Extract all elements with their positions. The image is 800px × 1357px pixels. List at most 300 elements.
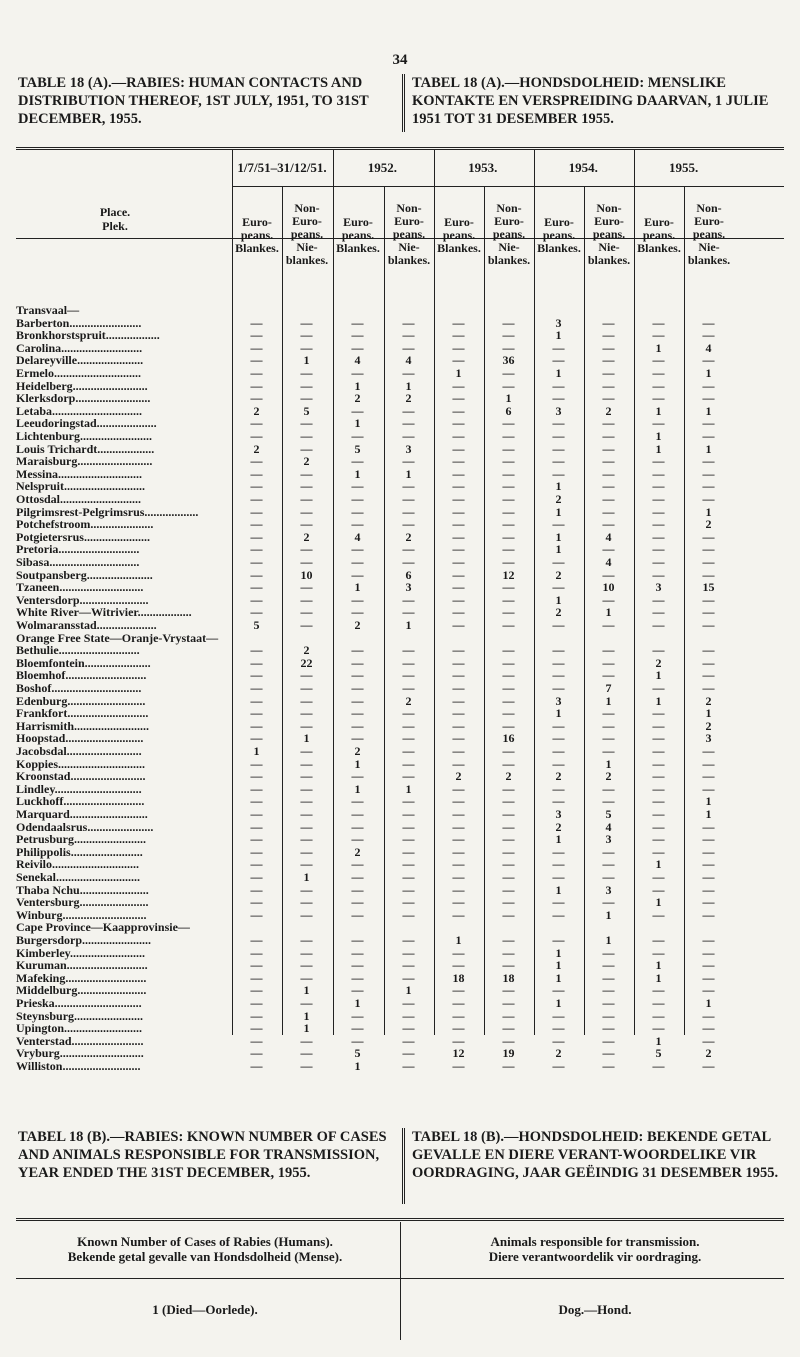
data-cell: 3 (555, 315, 562, 330)
data-cell: — (452, 328, 465, 343)
data-cell: — (602, 466, 615, 481)
data-cell: — (602, 340, 615, 355)
data-cell: — (250, 504, 263, 519)
data-cell: — (250, 315, 263, 330)
noneuro-header (684, 202, 734, 267)
data-cell: 4 (354, 529, 361, 544)
data-cell: — (300, 479, 313, 494)
place-name: Ottosdal........................... (16, 493, 142, 506)
data-cell: — (552, 744, 565, 758)
data-cell: — (602, 366, 615, 380)
data-cell: — (250, 731, 263, 746)
euro-header (232, 216, 282, 255)
data-cell: 10 (300, 567, 313, 582)
data-cell: — (452, 504, 465, 519)
province-heading: Transvaal— (16, 303, 80, 317)
place-name: Leeudoringstad.................... (16, 417, 157, 431)
data-cell: — (351, 605, 364, 620)
data-cell: 1 (303, 353, 310, 368)
data-cell: — (602, 895, 615, 910)
data-cell: — (452, 1059, 465, 1073)
data-cell: — (250, 542, 263, 557)
subheader-word: Euro- (644, 215, 674, 229)
data-cell: — (602, 718, 615, 733)
data-cell: 3 (605, 882, 612, 897)
data-cell: 12 (502, 567, 515, 582)
data-cell: — (351, 1008, 364, 1023)
place-name: Delareyville...................... (16, 354, 144, 368)
data-cell: — (300, 895, 313, 910)
data-cell: — (702, 970, 715, 985)
table-b-heading-english: TABEL 18 (B).—RABIES: KNOWN NUMBER OF CASES AND ANIMALS RESPONSIBLE FOR TRANSMISSION, YEAR ENDED THE 31ST DECEMBER, 1955. (18, 1129, 387, 1181)
data-cell: — (502, 1059, 515, 1073)
data-cell: — (652, 567, 665, 582)
data-cell: — (652, 731, 665, 746)
col2-head-af: Diere verantwoordelik vir oordraging. (488, 1249, 702, 1264)
data-cell: 2 (354, 391, 361, 406)
data-cell: — (250, 857, 263, 872)
data-cell: 1 (655, 895, 662, 910)
data-cell: — (402, 870, 415, 884)
data-cell: — (702, 832, 715, 847)
data-cell: 1 (605, 756, 612, 771)
place-name: Lindley............................. (16, 782, 142, 796)
data-cell: 4 (405, 353, 412, 368)
data-cell: 3 (405, 580, 412, 595)
data-cell: 1 (405, 618, 412, 632)
data-cell: 1 (555, 882, 562, 897)
data-cell: — (250, 819, 263, 834)
data-cell: — (702, 983, 715, 998)
data-cell: — (402, 970, 415, 985)
data-cell: — (452, 706, 465, 721)
col2-head-en: Animals responsible for transmission. (490, 1234, 700, 1249)
table-a-period-rule (232, 186, 784, 187)
data-cell: — (452, 882, 465, 897)
data-cell: — (250, 366, 263, 380)
data-cell: 2 (505, 769, 512, 784)
data-cell: — (502, 882, 515, 897)
data-cell: 1 (655, 1033, 662, 1048)
data-cell: — (402, 328, 415, 343)
data-cell: — (552, 983, 565, 998)
data-cell: — (351, 870, 364, 884)
data-cell: — (300, 315, 313, 330)
data-cell: — (502, 416, 515, 431)
data-cell: 1 (405, 781, 412, 796)
data-cell: — (351, 643, 364, 658)
data-cell: — (452, 618, 465, 632)
data-cell: — (702, 592, 715, 607)
data-cell: — (351, 832, 364, 847)
place-name: Lichtenburg........................ (16, 430, 153, 443)
data-cell: — (402, 945, 415, 960)
subheader-word: peans. (290, 227, 324, 241)
data-cell: — (300, 340, 313, 355)
data-cell: — (602, 353, 615, 368)
data-cell: — (502, 580, 515, 595)
data-cell: — (652, 996, 665, 1010)
data-cell: 1 (354, 378, 361, 393)
place-name: Venterstad........................ (16, 1034, 144, 1048)
table-b-col1-head (30, 1234, 380, 1264)
place-name: Jacobsdal......................... (16, 745, 142, 758)
data-cell: — (250, 1008, 263, 1023)
data-cell: — (502, 693, 515, 708)
data-cell: — (351, 681, 364, 695)
place-header-af: Plek. (102, 219, 128, 233)
province-heading: Orange Free State—Oranje-Vrystaat— (16, 630, 219, 645)
data-cell: — (452, 353, 465, 368)
data-cell: — (652, 454, 665, 469)
data-cell: — (602, 504, 615, 519)
data-cell: — (652, 466, 665, 481)
place-name: Petrusburg........................ (16, 833, 146, 847)
data-cell: — (452, 403, 465, 418)
data-cell: — (351, 1033, 364, 1048)
data-cell: — (250, 580, 263, 595)
data-cell: — (351, 769, 364, 784)
data-cell: — (351, 454, 364, 469)
data-cell: — (602, 315, 615, 330)
data-cell: — (402, 996, 415, 1010)
data-cell: 1 (655, 958, 662, 973)
data-cell: — (652, 756, 665, 771)
data-cell: — (602, 1059, 615, 1073)
data-cell: — (300, 542, 313, 557)
data-cell: — (652, 529, 665, 544)
data-cell: — (552, 429, 565, 443)
data-cell: 3 (555, 807, 562, 821)
euro-header (634, 216, 684, 255)
data-cell: — (552, 517, 565, 532)
data-cell: — (702, 769, 715, 784)
data-cell: — (300, 706, 313, 721)
data-cell: — (452, 844, 465, 859)
data-cell: — (402, 340, 415, 355)
data-cell: — (351, 945, 364, 960)
data-cell: — (452, 832, 465, 847)
data-cell: — (552, 781, 565, 796)
data-cell: 1 (705, 366, 712, 380)
place-name: Wolmaransstad.................... (16, 619, 157, 632)
data-cell: — (452, 605, 465, 620)
data-cell: 2 (405, 391, 412, 406)
data-cell: 1 (605, 933, 612, 947)
data-cell: — (300, 819, 313, 834)
data-cell: 2 (253, 441, 260, 456)
data-cell: 1 (605, 907, 612, 922)
data-cell: — (502, 504, 515, 519)
data-cell: — (351, 807, 364, 821)
data-cell: 2 (555, 1046, 562, 1061)
data-cell: — (702, 466, 715, 481)
data-cell: — (502, 706, 515, 721)
subheader-word: Non- (396, 201, 422, 215)
subheader-word: Nie- (398, 240, 420, 254)
data-cell: — (702, 958, 715, 973)
subheader-word: Euro- (343, 215, 373, 229)
subheader-word: peans. (542, 228, 576, 242)
place-name: Potgietersrus...................... (16, 530, 150, 544)
data-cell: — (552, 353, 565, 368)
data-cell: — (602, 983, 615, 998)
data-cell: — (502, 315, 515, 330)
data-cell: — (552, 391, 565, 406)
data-cell: 2 (354, 744, 361, 758)
data-cell: 2 (555, 605, 562, 620)
data-cell: — (402, 832, 415, 847)
data-cell: — (502, 958, 515, 973)
data-cell: — (452, 1008, 465, 1023)
data-cell: — (602, 945, 615, 960)
table-b-mid-rule (16, 1278, 784, 1279)
place-name: Senekal............................ (16, 871, 141, 884)
data-cell: — (602, 870, 615, 884)
data-cell: 1 (655, 693, 662, 708)
data-cell: 16 (502, 731, 515, 746)
data-cell: — (300, 466, 313, 481)
data-cell: — (300, 958, 313, 973)
data-cell: 1 (705, 504, 712, 519)
data-cell: — (502, 844, 515, 859)
data-cell: — (652, 744, 665, 758)
place-name: Boshof.............................. (16, 682, 142, 695)
period-header: 1952. (367, 160, 398, 175)
subheader-word: peans. (341, 228, 375, 242)
data-cell: 2 (655, 655, 662, 670)
data-cell: — (351, 819, 364, 834)
table-b-col2-head (420, 1234, 770, 1264)
data-cell: — (652, 492, 665, 506)
data-cell: — (452, 756, 465, 771)
data-cell: — (402, 655, 415, 670)
place-name: Bethulie........................... (16, 644, 140, 658)
place-name: Kimberley......................... (16, 946, 145, 960)
data-cell: 18 (502, 970, 515, 985)
data-cell: — (502, 605, 515, 620)
data-cell: — (300, 970, 313, 985)
data-cell: — (552, 618, 565, 632)
period-header: 1/7/51–31/12/51. (237, 160, 327, 175)
noneuro-header (384, 202, 434, 267)
place-name: Bloemfontein...................... (16, 656, 151, 670)
data-cell: — (351, 1021, 364, 1036)
data-cell: — (702, 681, 715, 695)
data-cell: — (351, 542, 364, 557)
data-cell: 1 (555, 945, 562, 960)
province-heading: Cape Province—Kaapprovinsie— (16, 920, 190, 935)
subheader-word: peans. (692, 227, 726, 241)
data-cell: — (250, 529, 263, 544)
data-cell: — (300, 907, 313, 922)
data-cell: — (602, 1046, 615, 1061)
data-cell: — (702, 756, 715, 771)
data-cell: — (300, 693, 313, 708)
place-name: Heidelberg......................... (16, 379, 148, 393)
data-cell: 1 (555, 996, 562, 1010)
data-cell: — (702, 492, 715, 506)
place-name: Edenburg.......................... (16, 694, 146, 708)
data-cell: 1 (655, 403, 662, 418)
data-cell: — (602, 492, 615, 506)
data-cell: — (602, 567, 615, 582)
place-name: Carolina........................... (16, 341, 143, 355)
data-cell: — (502, 895, 515, 910)
data-cell: — (602, 454, 615, 469)
data-cell: 4 (354, 353, 361, 368)
data-cell: — (502, 429, 515, 443)
place-name: Luckhoff........................... (16, 795, 145, 809)
data-cell: 1 (705, 441, 712, 456)
place-name: Philippolis........................ (16, 845, 143, 859)
place-name: Messina............................ (16, 467, 142, 481)
data-cell: — (652, 378, 665, 393)
data-cell: 1 (555, 542, 562, 557)
place-name: Bronkhorstspruit.................. (16, 329, 160, 343)
data-cell: 1 (655, 340, 662, 355)
data-cell: — (351, 555, 364, 569)
data-cell: — (402, 416, 415, 431)
data-cell: — (602, 391, 615, 406)
data-cell: — (300, 756, 313, 771)
data-cell: — (602, 731, 615, 746)
data-cell: 2 (705, 517, 712, 532)
data-cell: — (300, 794, 313, 809)
data-cell: — (552, 756, 565, 771)
data-cell: — (250, 517, 263, 532)
data-cell: — (502, 466, 515, 481)
data-cell: — (452, 592, 465, 607)
data-cell: — (402, 681, 415, 695)
data-cell: 2 (303, 454, 310, 469)
data-cell: — (402, 1046, 415, 1061)
data-cell: — (300, 416, 313, 431)
data-cell: — (402, 403, 415, 418)
noneuro-header (282, 202, 332, 267)
data-cell: — (402, 731, 415, 746)
data-cell: 2 (555, 567, 562, 582)
place-name: Winburg............................ (16, 908, 147, 922)
data-cell: — (652, 819, 665, 834)
data-cell: — (351, 403, 364, 418)
data-cell: — (250, 429, 263, 443)
data-cell: — (300, 681, 313, 695)
data-cell: — (652, 1059, 665, 1073)
data-cell: 1 (405, 466, 412, 481)
data-cell: — (552, 681, 565, 695)
data-cell: — (652, 555, 665, 569)
data-cell: 1 (405, 378, 412, 393)
data-cell: — (602, 517, 615, 532)
euro-header (333, 216, 383, 255)
data-cell: — (452, 870, 465, 884)
subheader-word: Euro- (494, 214, 524, 228)
data-cell: — (452, 1033, 465, 1048)
place-name: Harrismith......................... (16, 719, 149, 733)
data-cell: 2 (354, 844, 361, 859)
data-cell: — (652, 945, 665, 960)
data-cell: — (402, 895, 415, 910)
data-cell: — (351, 882, 364, 897)
data-cell: — (602, 416, 615, 431)
data-cell: — (250, 1059, 263, 1073)
data-cell: — (452, 315, 465, 330)
data-cell: — (552, 340, 565, 355)
data-cell: — (351, 504, 364, 519)
data-cell: — (250, 807, 263, 821)
data-cell: — (402, 857, 415, 872)
data-cell: — (702, 454, 715, 469)
data-cell: — (250, 769, 263, 784)
data-cell: — (250, 693, 263, 708)
data-cell: 4 (705, 340, 712, 355)
subheader-word: Euro- (292, 214, 322, 228)
data-cell: — (402, 706, 415, 721)
subheader-word: Blankes. (537, 241, 581, 255)
data-cell: — (351, 718, 364, 733)
data-cell: — (250, 466, 263, 481)
data-cell: — (250, 555, 263, 569)
data-cell: 1 (303, 1021, 310, 1036)
data-cell: 1 (555, 592, 562, 607)
data-cell: — (602, 668, 615, 683)
data-cell: — (452, 429, 465, 443)
data-cell: 1 (655, 857, 662, 872)
data-cell: 5 (253, 618, 260, 632)
data-cell: — (300, 1059, 313, 1073)
data-cell: 1 (303, 731, 310, 746)
data-cell: — (250, 958, 263, 973)
data-cell: 1 (555, 366, 562, 380)
place-header: Place. (99, 205, 131, 219)
data-cell: 1 (354, 1059, 361, 1073)
subheader-word: Nie- (598, 240, 620, 254)
data-cell: — (250, 706, 263, 721)
data-cell: — (452, 340, 465, 355)
place-name: Koppies............................. (16, 757, 146, 771)
data-cell: 1 (354, 466, 361, 481)
data-cell: 3 (605, 832, 612, 847)
data-cell: — (602, 970, 615, 985)
data-cell: 2 (405, 693, 412, 708)
data-cell: — (652, 416, 665, 431)
subheader-word: blankes. (587, 253, 631, 267)
data-cell: — (452, 744, 465, 758)
data-cell: — (652, 517, 665, 532)
data-cell: — (602, 643, 615, 658)
data-cell: — (702, 391, 715, 406)
data-cell: — (250, 1033, 263, 1048)
data-cell: — (250, 567, 263, 582)
data-cell: — (702, 416, 715, 431)
data-cell: — (502, 378, 515, 393)
data-cell: — (351, 655, 364, 670)
data-cell: — (602, 781, 615, 796)
data-cell: 1 (354, 580, 361, 595)
data-cell: — (300, 844, 313, 859)
data-cell: — (250, 605, 263, 620)
data-cell: 1 (555, 958, 562, 973)
data-cell: — (652, 504, 665, 519)
subheader-word: peans. (240, 228, 274, 242)
noneuro-header (584, 202, 634, 267)
data-cell: — (502, 328, 515, 343)
data-cell: — (502, 655, 515, 670)
data-cell: 22 (300, 655, 313, 670)
data-cell: — (452, 819, 465, 834)
data-cell: — (300, 391, 313, 406)
